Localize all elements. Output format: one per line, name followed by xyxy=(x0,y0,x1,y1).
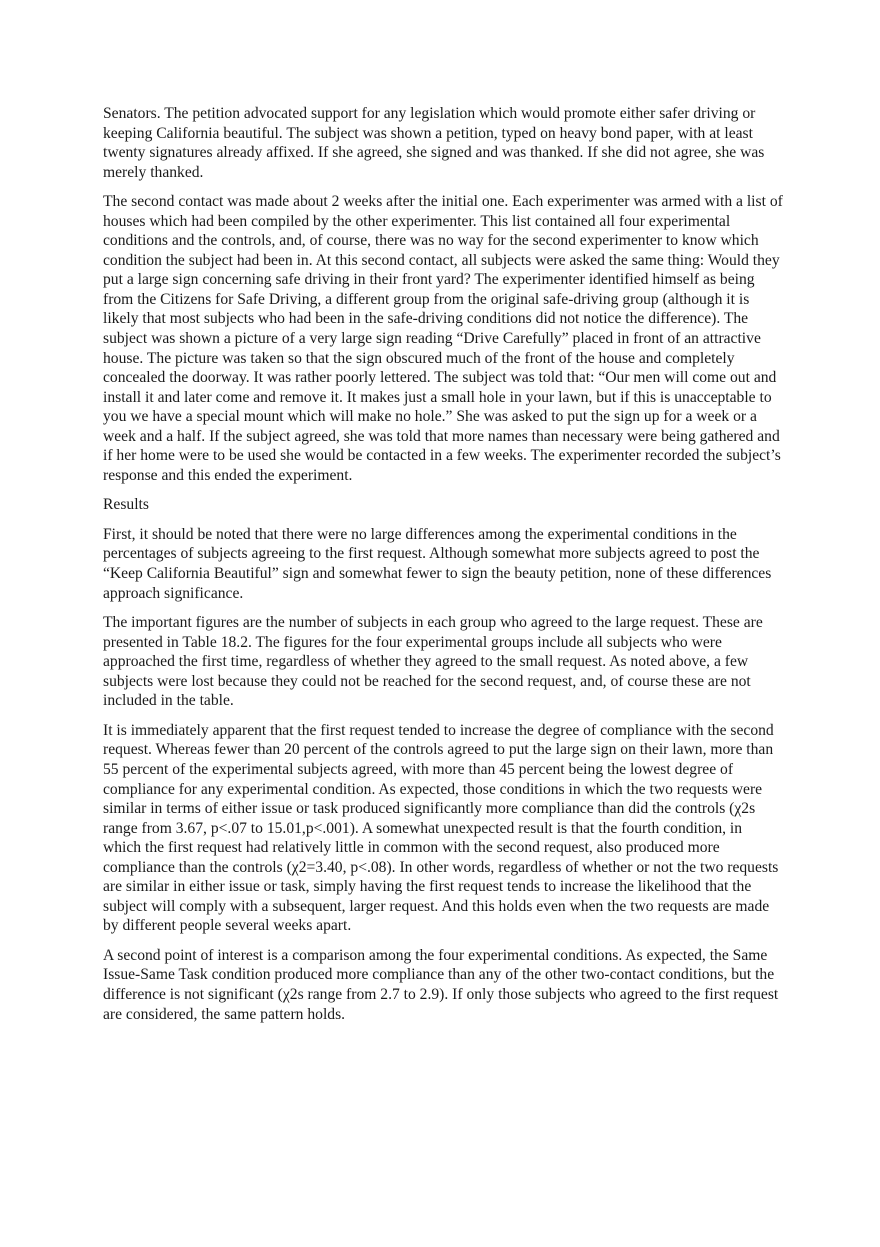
paragraph-first-request-differences: First, it should be noted that there were no large differences among the experimental conditions in the percentages of subjects agreeing to the first request. Although somewhat more subjects agreed to post the “Keep California Beautiful” sign and somewhat fewer to sign the beauty petition, none of these differences approach significance. xyxy=(103,525,772,602)
paragraph-condition-comparison: A second point of interest is a comparison among the four experimental conditions. As expected, the Same Issue-Same Task condition produced more compliance than any of the other two-contact conditions, but the difference is not significant (χ2s range from 2.7 to 2.9). If only those subjects who agreed to the first request are considered, the same pattern holds. xyxy=(103,946,779,1023)
paragraph-petition: Senators. The petition advocated support for any legislation which would promote either safer driving or keeping California beautiful. The subject was shown a petition, typed on heavy bond paper, with at least twenty signatures already affixed. If she agreed, she signed and was thanked. If she did not agree, she was merely thanked. xyxy=(103,105,765,181)
section-heading-results: Results xyxy=(103,496,149,514)
document-page xyxy=(103,104,783,1034)
paragraph-second-contact: The second contact was made about 2 weeks after the initial one. Each experimenter was armed with a list of houses which had been compiled by the other experimenter. This list contained all four experimental conditions and the controls, and, of course, there was no way for the second experimenter to know which condition the subject had been in. At this second contact, all subjects were asked the same thing: Would they put a large sign concerning safe driving in their front yard? The experimenter identified himself as being from the Citizens for Safe Driving, a different group from the original safe-driving group (although it is likely that most subjects who had been in the safe-driving conditions did not notice the difference). The subject was shown a picture of a very large sign reading “Drive Carefully” placed in front of an attractive house. The picture was taken so that the sign obscured much of the front of the house and completely concealed the doorway. It was rather poorly lettered. The subject was told that: “Our men will come out and install it and later come and remove it. It makes just a small hole in your lawn, but if this is unacceptable to you we have a special mount which will make no hole.” She was asked to put the sign up for a week or a week and a half. If the subject agreed, she was told that more names than necessary were being gathered and if her home were to be used she would be contacted in a few weeks. The experimenter recorded the subject’s response and this ended the experiment. xyxy=(103,193,783,484)
paragraph-important-figures: The important figures are the number of subjects in each group who agreed to the large request. These are presented in Table 18.2. The figures for the four experimental groups include all subjects who were approached the first time, regardless of whether they agreed to the small request. As noted above, a few subjects were lost because they could not be reached for the second request, and, of course these are not included in the table. xyxy=(103,614,763,710)
paragraph-compliance-increase: It is immediately apparent that the first request tended to increase the degree of compliance with the second request. Whereas fewer than 20 percent of the controls agreed to put the large sign on their lawn, more than 55 percent of the experimental subjects agreed, with more than 45 percent being the lowest degree of compliance for any experimental condition. As expected, those conditions in which the two requests were similar in terms of either issue or task produced significantly more compliance than did the controls (χ2s range from 3.67, p<.07 to 15.01,p<.001). A somewhat unexpected result is that the fourth condition, in which the first request had relatively little in common with the second request, also produced more compliance than the controls (χ2=3.40, p<.08). In other words, regardless of whether or not the two requests are similar in either issue or task, simply having the first request tends to increase the likelihood that the subject will comply with a subsequent, larger request. And this holds even when the two requests are made by different people several weeks apart. xyxy=(103,721,779,935)
